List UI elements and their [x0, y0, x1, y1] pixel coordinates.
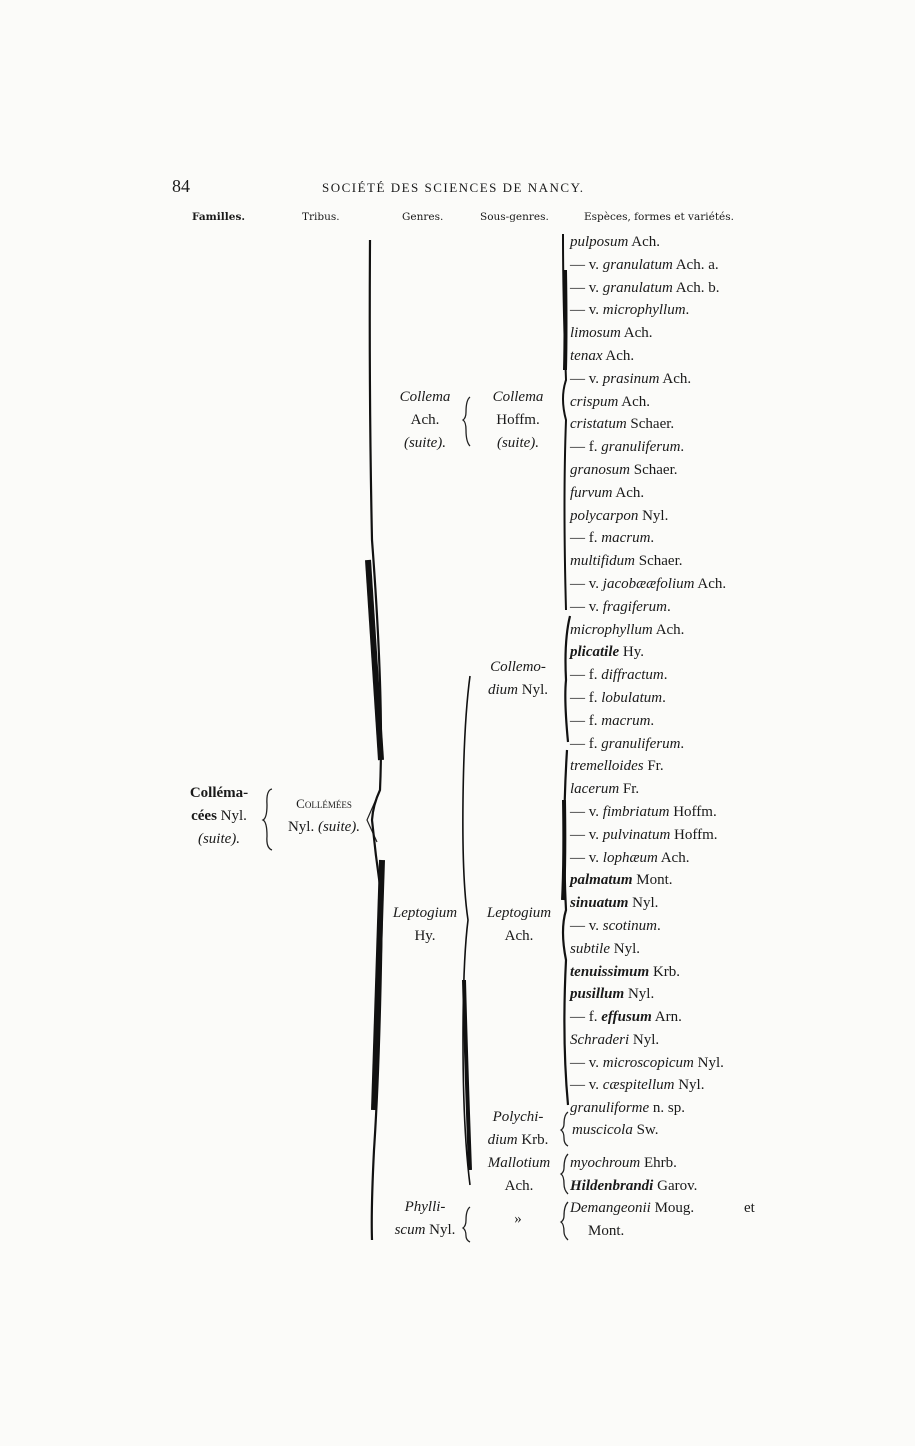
species-author: Ach. [618, 393, 651, 410]
species-prefix: — v. [570, 370, 603, 387]
species-name: granuliforme [570, 1100, 650, 1117]
brace-phylliscum [463, 1207, 470, 1242]
species-prefix: — v. [570, 575, 603, 592]
species-name: sinuatum [570, 895, 629, 912]
species-author: Ach. [659, 370, 692, 387]
species-name: microscopicum [602, 1054, 694, 1071]
species-author: Nyl. [674, 1077, 705, 1094]
species-author: Ach. [628, 234, 661, 250]
species-name: tenuissimum [570, 963, 650, 980]
species-author: . [656, 917, 661, 934]
brace-genres-bulk-lower [374, 860, 382, 1110]
column-heading-sous-genres: Sous-genres. [480, 211, 549, 223]
column-heading-especes: Espèces, formes et variétés. [584, 211, 734, 223]
species-name: lobulatum [601, 689, 663, 706]
species-prefix: — v. [570, 803, 603, 820]
species-muscicola: muscicola Sw. [572, 1122, 659, 1138]
brace-species-collema-bulk [565, 270, 566, 370]
species-name: Schraderi [570, 1031, 630, 1048]
species-author: Fr. [619, 781, 640, 798]
species-author: . [663, 667, 668, 684]
species-name: granulatum [602, 279, 673, 296]
species-author: Mont. [632, 872, 673, 889]
species-prefix: — v. [570, 256, 603, 273]
species-author: Nyl. [693, 1054, 724, 1071]
species-prefix: — v. [570, 302, 603, 319]
species-name: lophæum [602, 849, 658, 866]
brace-species-collemodium [565, 616, 570, 742]
species-name: furvum [570, 484, 613, 501]
species-demangeonii-author-line2: Mont. [588, 1223, 625, 1239]
species-name: fimbriatum [602, 803, 670, 820]
species-prefix: — f. [570, 439, 602, 456]
species-author: Nyl. [610, 940, 640, 957]
species-name: granuliferum [601, 439, 681, 456]
genre-leptogium: Leptogium Hy. [392, 905, 458, 944]
species-name: limosum [570, 325, 621, 342]
brace-collema-genre [463, 397, 470, 446]
species-author: Nyl. [624, 986, 655, 1003]
genre-collema: Collema Ach. (suite). [399, 389, 451, 451]
column-heading-tribus: Tribus. [302, 211, 340, 223]
species-author: Ach. a. [672, 256, 719, 273]
species-name: jacobææfolium [602, 575, 695, 592]
brace-tribu-left [270, 793, 275, 820]
species-name: plicatile [570, 644, 620, 661]
species-author: Schaer. [635, 553, 683, 570]
brace-species-muscicola [561, 1112, 568, 1146]
sous-genre-mallotium: Mallotium Ach. [487, 1155, 551, 1194]
species-name: effusum [601, 1009, 652, 1026]
species-name: microphyllum [570, 621, 653, 638]
species-author: . [680, 439, 685, 456]
species-prefix: — v. [570, 849, 603, 866]
species-author: Nyl. [629, 1031, 660, 1048]
species-name: pulposum [570, 234, 629, 250]
species-name: pusillum [570, 986, 625, 1003]
species-author: . [650, 712, 655, 729]
species-prefix: — f. [570, 667, 602, 684]
brace-species-phylliscum [561, 1202, 568, 1240]
species-prefix: — v. [570, 279, 603, 296]
column-heading-genres: Genres. [402, 211, 444, 223]
species-name: prasinum [602, 370, 660, 387]
species-author: . [685, 302, 690, 319]
species-author: Hy. [619, 644, 645, 661]
species-author: Nyl. [628, 895, 659, 912]
species-name: fragiferum [602, 598, 667, 615]
species-name: diffractum [601, 667, 664, 684]
page-number: 84 [172, 176, 190, 196]
species-name: subtile [570, 940, 610, 957]
species-author: Nyl. [638, 507, 669, 524]
species-name: multifidum [570, 553, 636, 570]
species-prefix: — f. [570, 530, 602, 547]
species-author: Ach. b. [672, 279, 720, 296]
species-prefix: — v. [570, 917, 603, 934]
tribu-collemees: Collémées Nyl. (suite). [287, 796, 361, 835]
column-heading-familles: Familles. [192, 211, 246, 223]
species-author: Fr. [643, 758, 664, 775]
species-author: Arn. [651, 1009, 682, 1026]
species-author: Ach. [602, 347, 635, 364]
brace-leptogium-genre-bulk [464, 980, 470, 1170]
species-name: lacerum [570, 781, 620, 798]
sous-genre-polychidium: Polychi- dium Krb. [487, 1109, 549, 1148]
species-author: . [680, 735, 685, 752]
species-author: Ach. [620, 325, 653, 342]
species-prefix: — v. [570, 1054, 603, 1071]
species-prefix: — v. [570, 598, 603, 615]
species-author: Schaer. [630, 461, 678, 478]
species-prefix: — f. [570, 689, 602, 706]
species-author: n. sp. [649, 1100, 686, 1117]
species-myochroum: myochroum Ehrb. [570, 1155, 677, 1171]
species-author: Hoffm. [670, 826, 718, 843]
sous-genre-phylliscum-none: » [514, 1211, 522, 1227]
species-author: . [666, 598, 671, 615]
species-hildenbrandi: Hildenbrandi Garov. [570, 1178, 698, 1194]
species-author: Ach. [694, 575, 727, 592]
species-name: cæspitellum [602, 1077, 675, 1094]
running-title: SOCIÉTÉ DES SCIENCES DE NANCY. [322, 180, 585, 195]
species-name: granulatum [602, 256, 673, 273]
species-name: tremelloides [570, 758, 644, 775]
species-author: . [662, 689, 666, 706]
species-prefix: — f. [570, 735, 602, 752]
species-name: microphyllum [602, 302, 686, 319]
species-author: Schaer. [626, 416, 675, 433]
species-name: macrum [601, 530, 651, 547]
species-name: polycarpon [570, 507, 639, 524]
species-demangeonii: Demangeonii Moug. [570, 1200, 695, 1216]
species-name: palmatum [570, 872, 633, 889]
species-name: crispum [570, 393, 619, 410]
species-prefix: — f. [570, 712, 602, 729]
famille-collemacees: Colléma- cées Nyl. (suite). [189, 785, 249, 847]
sous-genre-collemodium: Collemo- dium Nyl. [488, 659, 548, 698]
species-prefix: — f. [570, 1009, 602, 1026]
species-name: scotinum [602, 917, 657, 934]
species-name: tenax [570, 347, 603, 364]
species-author: . [650, 530, 655, 547]
genre-phylliscum: Phylli- scum Nyl. [394, 1199, 456, 1238]
brace-famille [263, 789, 272, 850]
species-name: granuliferum [601, 735, 681, 752]
brace-species-leptogium-bulk [563, 800, 564, 900]
species-author: Ach. [652, 621, 685, 638]
species-name: macrum [601, 712, 651, 729]
species-demangeonii-conjunction: et [744, 1200, 755, 1216]
brace-species-mallotium [561, 1154, 568, 1194]
species-author: Ach. [657, 849, 690, 866]
sous-genre-collema: Collema Hoffm. (suite). [492, 389, 544, 451]
species-author: Krb. [649, 963, 681, 980]
species-prefix: — v. [570, 1077, 603, 1094]
species-prefix: — v. [570, 826, 603, 843]
species-author: Ach. [612, 484, 645, 501]
species-name: cristatum [570, 416, 627, 433]
species-name: granosum [570, 461, 631, 478]
species-name: pulvinatum [602, 826, 671, 843]
sous-genre-leptogium: Leptogium Ach. [486, 905, 552, 944]
species-author: Hoffm. [669, 803, 717, 820]
